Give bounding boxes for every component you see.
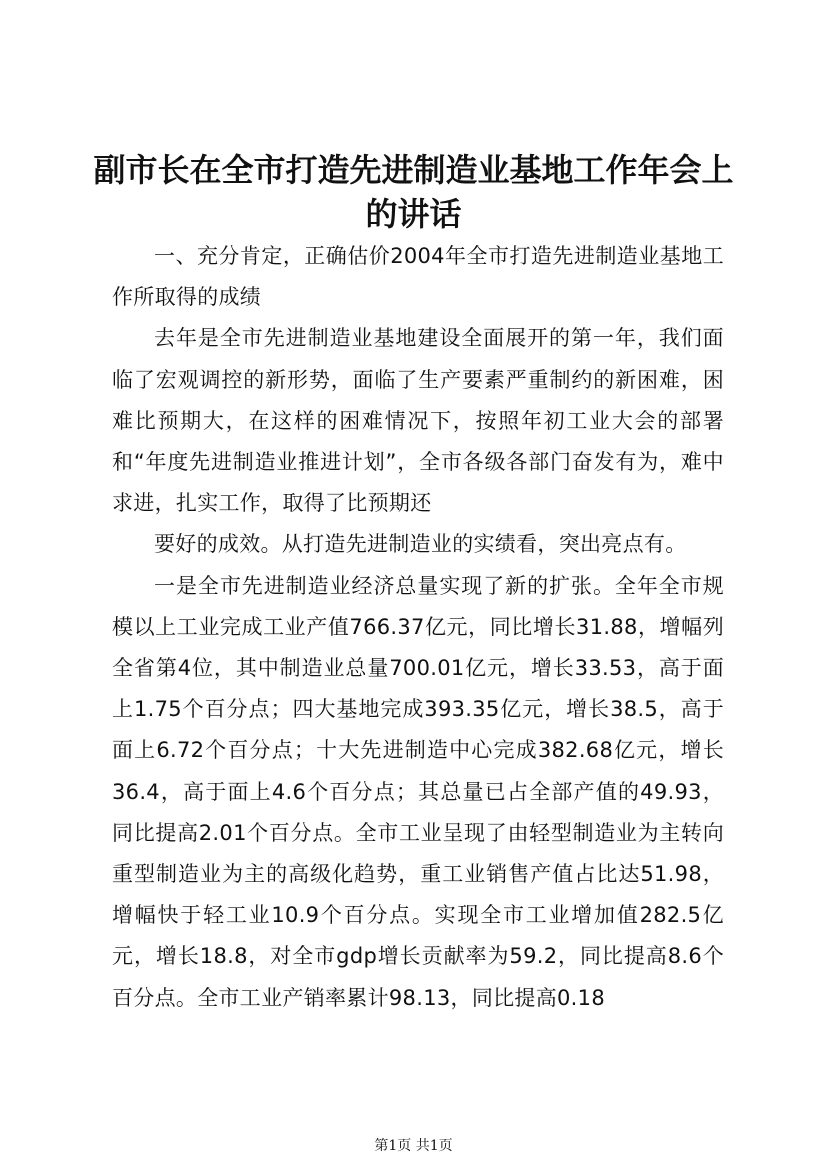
title-line-2: 的讲话 [365, 195, 462, 233]
document-title [80, 148, 747, 236]
body-paragraph: 一是全市先进制造业经济总量实现了新的扩张。全年全市规模以上工业完成工业产值766.37亿元，同比增长31.88，增幅列全省第4位，其中制造业总量700.01亿元，增长33.53，高于面上1.75个百分点；四大基地完成393.35亿元，增长38.5，高于面上6.72个百分点；十大先进制造中心完成382.68亿元，增长36.4，高于面上4.6个百分点；其总量已占全部产值的49.93，同比提高2.01个百分点。全市工业呈现了由轻型制造业为主转向重型制造业为主的高级化趋势，重工业销售产值占比达51.98，增幅快于轻工业10.9个百分点。实现全市工业增加值282.5亿元，增长18.8，对全市gdp增长贡献率为59.2，同比提高8.6个百分点。全市工业产销率累计98.13，同比提高0.18 [112, 573, 724, 1010]
page-number: 第1页 共1页 [374, 1138, 453, 1154]
document-body [112, 236, 724, 1019]
body-paragraph: 要好的成效。从打造先进制造业的实绩看，突出亮点有。 [154, 532, 687, 557]
body-paragraph: 去年是全市先进制造业基地建设全面展开的第一年，我们面临了宏观调控的新形势，面临了生产要素严重制约的新困难，困难比预期大，在这样的困难情况下，按照年初工业大会的部署和“年度先进制造业推进计划”，全市各级各部门奋发有为，难中求进，扎实工作，取得了比预期还 [112, 326, 724, 516]
title-line-1: 副市长在全市打造先进制造业基地工作年会上 [93, 151, 734, 189]
page-footer [0, 1136, 827, 1156]
section-heading-paragraph: 一、充分肯定，正确估价2004年全市打造先进制造业基地工作所取得的成绩 [112, 244, 724, 310]
